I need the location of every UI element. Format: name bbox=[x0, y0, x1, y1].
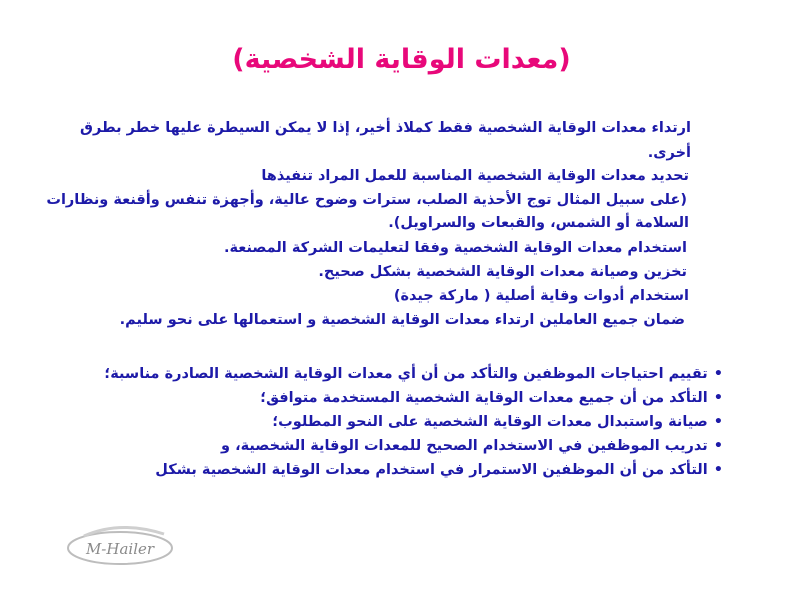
paragraph-line-7: تخزين وصيانة معدات الوقاية الشخصية بشكل صحيح. bbox=[318, 264, 687, 280]
paragraph-line-3: تحديد معدات الوقاية الشخصية المناسبة للعمل المراد تنفيذها bbox=[261, 168, 689, 184]
paragraph-line-1: ارتداء معدات الوقاية الشخصية فقط كملاذ أخير، إذا لا يمكن السيطرة عليها خطر بطرق bbox=[80, 120, 691, 136]
list-item-text: التأكد من أن الموظفين الاستمرار في استخدام معدات الوقاية الشخصية بشكل bbox=[155, 462, 708, 478]
paragraph-line-8: استخدام أدوات وقاية أصلية ( ماركة جيدة) bbox=[393, 288, 689, 304]
bullet-icon: • bbox=[713, 438, 723, 454]
logo-text: M-Hailer bbox=[85, 540, 155, 558]
list-item bbox=[104, 386, 723, 410]
bullet-icon: • bbox=[713, 366, 723, 382]
bullet-icon: • bbox=[713, 462, 723, 478]
list-item-text: تقييم احتياجات الموظفين والتأكد من أن أي معدات الوقاية الشخصية الصادرة مناسبة؛ bbox=[104, 366, 708, 382]
bullet-icon: • bbox=[713, 414, 723, 430]
list-item-text: صيانة واستبدال معدات الوقاية الشخصية على النحو المطلوب؛ bbox=[272, 414, 708, 430]
m-hailer-logo bbox=[64, 524, 176, 570]
bullet-icon: • bbox=[713, 390, 723, 406]
paragraph-line-4: (على سبيل المثال توج الأحذية الصلب، سترات وضوح عالية، وأجهزة تنفس وأقنعة ونظارات bbox=[46, 192, 687, 208]
list-item-text: التأكد من أن جميع معدات الوقاية الشخصية المستخدمة متوافق؛ bbox=[260, 390, 708, 406]
paragraph-line-9: ضمان جميع العاملين ارتداء معدات الوقاية الشخصية و استعمالها على نحو سليم. bbox=[119, 312, 685, 328]
paragraph-line-5: السلامة أو الشمس، والقبعات والسراويل). bbox=[388, 215, 689, 231]
list-item-text: تدريب الموظفين في الاستخدام الصحيح للمعدات الوقاية الشخصية، و bbox=[221, 438, 708, 454]
list-item bbox=[104, 362, 723, 386]
page-title: (معدات الوقاية الشخصية) bbox=[232, 44, 571, 75]
paragraph-line-6: استخدام معدات الوقاية الشخصية وفقا لتعليمات الشركة المصنعة. bbox=[223, 240, 687, 256]
list-item bbox=[104, 410, 723, 434]
paragraph-line-2: أخرى. bbox=[647, 145, 691, 161]
bullet-list bbox=[104, 362, 723, 482]
list-item bbox=[104, 458, 723, 482]
list-item bbox=[104, 434, 723, 458]
